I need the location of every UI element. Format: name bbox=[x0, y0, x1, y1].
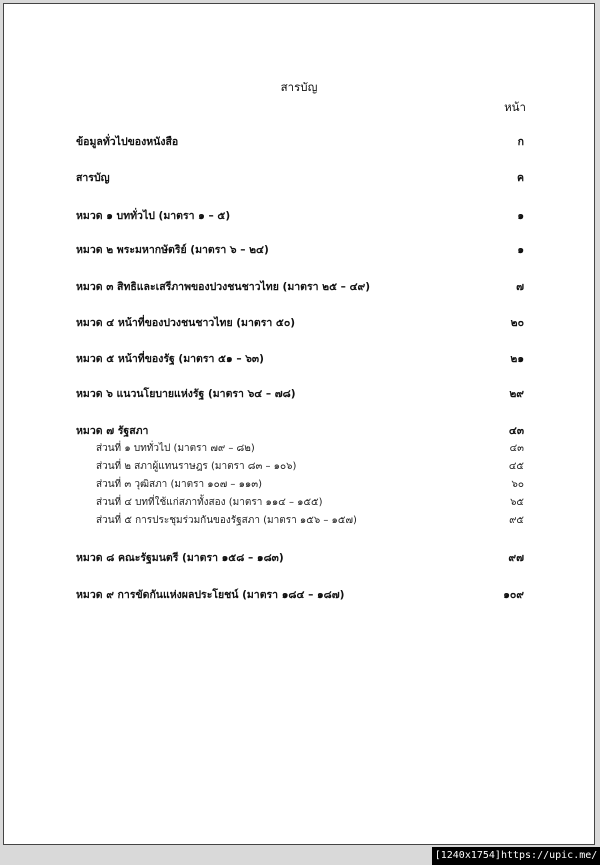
toc-entry bbox=[76, 315, 524, 331]
toc-subentry bbox=[96, 477, 524, 493]
page-column-label: หน้า bbox=[504, 100, 526, 114]
toc-entry bbox=[76, 351, 524, 367]
toc-subentry-label: ส่วนที่ ๓ วุฒิสภา (มาตรา ๑๐๗ – ๑๑๓) bbox=[96, 479, 263, 490]
toc-entry-page: ๔๓ bbox=[508, 425, 524, 437]
toc-subentry-page: ๖๐ bbox=[511, 479, 524, 490]
toc-entry bbox=[76, 134, 524, 150]
toc-entry bbox=[76, 208, 524, 224]
toc-entry-page: ๒๙ bbox=[509, 388, 524, 400]
toc-subentry-page: ๔๕ bbox=[508, 461, 524, 472]
toc-entry bbox=[76, 550, 524, 566]
toc-subentry-page: ๔๓ bbox=[509, 443, 524, 454]
toc-subentry-label: ส่วนที่ ๕ การประชุมร่วมกันของรัฐสภา (มาตรา ๑๕๖ – ๑๕๗) bbox=[96, 515, 357, 526]
toc-entry bbox=[76, 587, 524, 603]
toc-entry-page: ค bbox=[516, 172, 524, 184]
toc-entry-label: หมวด ๙ การขัดกันแห่งผลประโยชน์ (มาตรา ๑๘๔ – ๑๘๗) bbox=[76, 589, 345, 601]
toc-entry-page: ๑ bbox=[517, 210, 524, 222]
toc-entry-page: ๒๑ bbox=[510, 353, 524, 365]
document-page bbox=[3, 3, 595, 845]
toc-entry-page: ๑๐๙ bbox=[503, 589, 524, 601]
toc-subentry bbox=[96, 441, 524, 457]
toc-entry bbox=[76, 242, 524, 258]
toc-entry-label: สารบัญ bbox=[76, 172, 110, 184]
toc-subentry-page: ๙๕ bbox=[509, 515, 524, 526]
toc-entry-label: ข้อมูลทั่วไปของหนังสือ bbox=[76, 136, 179, 148]
toc-entry-label: หมวด ๔ หน้าที่ของปวงชนชาวไทย (มาตรา ๕๐) bbox=[76, 317, 296, 329]
toc-entry-page: ๑ bbox=[517, 244, 524, 256]
toc-subentry-label: ส่วนที่ ๔ บทที่ใช้แก่สภาทั้งสอง (มาตรา ๑๑๔ – ๑๕๕) bbox=[96, 497, 323, 508]
toc-entry-page: ก bbox=[517, 136, 524, 148]
toc-entry-label: หมวด ๘ คณะรัฐมนตรี (มาตรา ๑๕๘ – ๑๘๓) bbox=[76, 552, 284, 564]
toc-entry-label: หมวด ๕ หน้าที่ของรัฐ (มาตรา ๕๑ – ๖๓) bbox=[76, 353, 264, 365]
image-host-footer-banner: [1240x1754]https://upic.me/ bbox=[432, 847, 600, 865]
toc-entry bbox=[76, 170, 524, 186]
toc-entry-label: หมวด ๓ สิทธิและเสรีภาพของปวงชนชาวไทย (มาตรา ๒๕ – ๔๙) bbox=[76, 281, 371, 293]
toc-entry-label: หมวด ๗ รัฐสภา bbox=[76, 425, 149, 437]
toc-entry bbox=[76, 423, 524, 439]
toc-entry-label: หมวด ๒ พระมหากษัตริย์ (มาตรา ๖ – ๒๔) bbox=[76, 244, 269, 256]
document-title: สารบัญ bbox=[280, 80, 318, 94]
toc-entry-page: ๗ bbox=[516, 281, 524, 293]
toc-subentry bbox=[96, 513, 524, 529]
toc-entry-page: ๙๗ bbox=[508, 552, 524, 564]
toc-subentry-label: ส่วนที่ ๑ บททั่วไป (มาตรา ๗๙ – ๘๒) bbox=[96, 443, 255, 454]
toc-entry-page: ๒๐ bbox=[510, 317, 524, 329]
toc-subentry-page: ๖๕ bbox=[510, 497, 524, 508]
toc-subentry bbox=[96, 495, 524, 511]
toc-entry-label: หมวด ๑ บททั่วไป (มาตรา ๑ – ๕) bbox=[76, 210, 231, 222]
toc-entry-label: หมวด ๖ แนวนโยบายแห่งรัฐ (มาตรา ๖๔ – ๗๘) bbox=[76, 388, 296, 400]
toc-subentry bbox=[96, 459, 524, 475]
toc-subentry-label: ส่วนที่ ๒ สภาผู้แทนราษฎร (มาตรา ๘๓ – ๑๐๖) bbox=[96, 461, 297, 472]
toc-entry bbox=[76, 279, 524, 295]
toc-entry bbox=[76, 386, 524, 402]
